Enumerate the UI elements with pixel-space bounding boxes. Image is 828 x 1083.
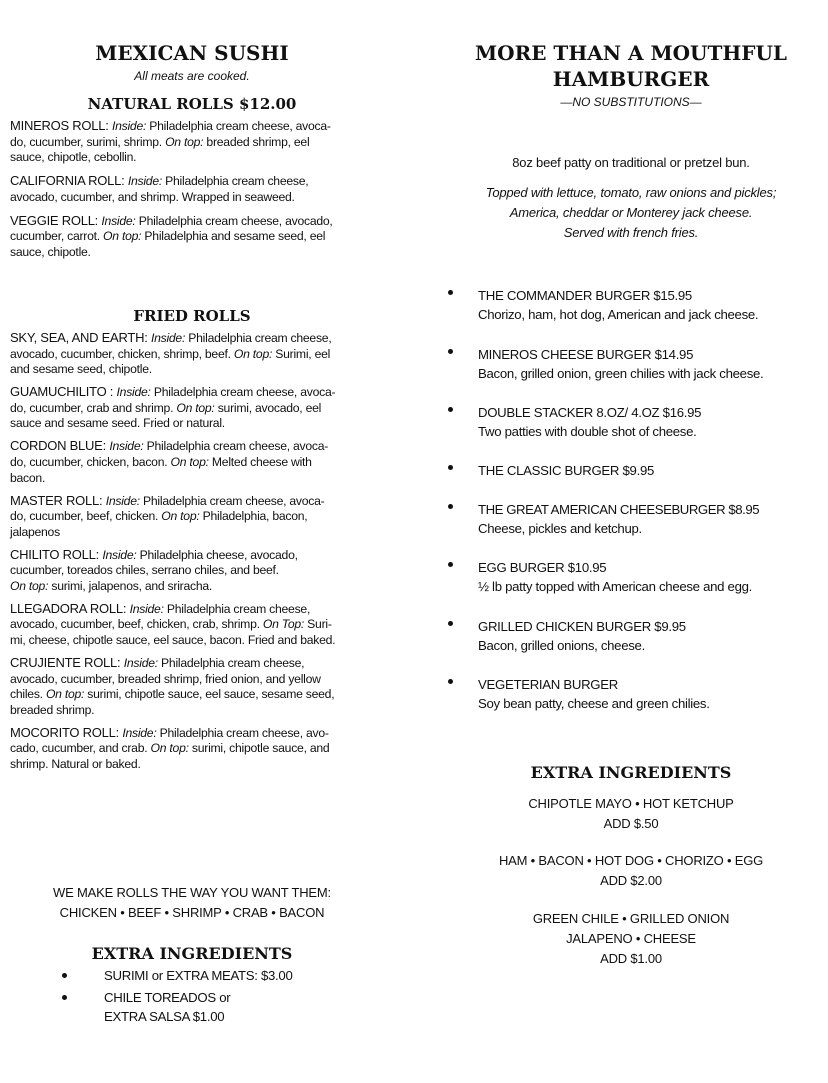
roll-name: MASTER ROLL:: [10, 492, 106, 508]
bullet-icon: [448, 349, 453, 354]
roll-text: do, cucumber, chicken, bacon.: [10, 454, 171, 469]
roll-text: breaded shrimp, eel: [203, 134, 310, 149]
roll-text: Philadelphia cream cheese,: [162, 174, 309, 189]
roll-name: MINEROS ROLL:: [10, 118, 112, 133]
roll-text: surimi, chipotle sauce, and: [188, 741, 330, 756]
list-item: [446, 617, 816, 655]
roll-text: surimi, chipotle sauce, eel sauce, sesame seed,: [84, 687, 335, 702]
roll-name: CHILITO ROLL:: [10, 546, 103, 562]
roll-text: Philadelphia cream cheese, avocado,: [135, 213, 333, 228]
list-item: [446, 500, 816, 538]
bullet-icon: [448, 407, 453, 412]
roll-text: Surimi, eel: [272, 346, 331, 361]
roll-label: On top:: [10, 578, 49, 593]
bullet-icon: [448, 504, 453, 509]
roll-text: Philadelphia cream cheese, avoca-: [146, 119, 331, 133]
extra-group-line: JALAPENO • CHEESE: [566, 931, 696, 946]
extra-group-line: GREEN CHILE • GRILLED ONION: [532, 911, 730, 926]
list-item: [446, 675, 816, 713]
extra-group-price: ADD $.50: [603, 816, 659, 831]
roll-text: Melted cheese with: [208, 454, 312, 469]
list-item: [446, 286, 816, 324]
roll-item: [10, 118, 374, 166]
make-rolls-options: CHICKEN • BEEF • SHRIMP • CRAB • BACON: [59, 905, 325, 920]
roll-item: [10, 547, 374, 595]
roll-name: CALIFORNIA ROLL:: [10, 173, 128, 189]
roll-item: [10, 655, 374, 718]
roll-item: [10, 384, 374, 432]
roll-label: Inside:: [127, 174, 163, 189]
bullet-icon: [448, 621, 453, 626]
make-rolls-line: WE MAKE ROLLS THE WAY YOU WANT THEM:: [53, 885, 331, 900]
section-title-line2: HAMBURGER: [552, 67, 710, 91]
burger-name: THE COMMANDER BURGER $15.95: [478, 288, 692, 303]
roll-text: sauce and sesame seed. Fried or natural.: [10, 416, 225, 431]
fried-rolls-heading: FRIED ROLLS: [133, 307, 251, 325]
roll-name: LLEGADORA ROLL:: [10, 600, 130, 616]
bullet-icon: [448, 290, 453, 295]
burger-description: Bacon, grilled onion, green chilies with jack cheese.: [478, 366, 764, 381]
roll-label: Inside:: [122, 725, 157, 740]
topped-line: Topped with lettuce, tomato, raw onions and pickles;: [485, 185, 777, 200]
roll-text: do, cucumber, beef, chicken.: [10, 509, 162, 524]
roll-label: On top:: [176, 400, 215, 415]
roll-text: do, cucumber, crab and shrimp.: [10, 400, 177, 415]
roll-label: Inside:: [101, 213, 136, 228]
roll-text: Philadelphia cream cheese, avoca-: [143, 439, 329, 454]
roll-text: Philadelphia cream cheese, avoca-: [150, 385, 336, 400]
roll-text: avocado, cucumber, breaded shrimp, fried onion, and yellow: [10, 671, 321, 686]
burger-name: VEGETERIAN BURGER: [478, 677, 618, 692]
extra-line: SURIMI or EXTRA MEATS: $3.00: [104, 968, 293, 983]
extra-group-line: CHIPOTLE MAYO • HOT KETCHUP: [528, 796, 734, 811]
burger-description: Cheese, pickles and ketchup.: [478, 521, 642, 536]
burger-name: GRILLED CHICKEN BURGER $9.95: [478, 619, 686, 634]
list-item: [446, 461, 816, 480]
list-item: [104, 988, 230, 1026]
roll-item: [10, 438, 374, 486]
bullet-icon: [62, 973, 67, 978]
roll-name: CORDON BLUE:: [10, 438, 110, 454]
roll-text: chiles.: [10, 687, 46, 702]
roll-text: surimi, jalapenos, and sriracha.: [48, 578, 213, 593]
burger-name: MINEROS CHEESE BURGER $14.95: [478, 347, 694, 362]
roll-text: jalapenos: [10, 524, 60, 539]
roll-label: On top:: [165, 134, 204, 149]
roll-item: [10, 213, 374, 261]
roll-text: Philadelphia cream cheese,: [163, 601, 311, 616]
list-item: [446, 558, 816, 596]
burger-extra-heading: EXTRA INGREDIENTS: [530, 763, 732, 782]
roll-text: breaded shrimp.: [10, 702, 95, 717]
roll-text: Philadelphia cream cheese,: [157, 656, 305, 671]
meats-note: All meats are cooked.: [134, 69, 250, 83]
bullet-icon: [448, 679, 453, 684]
roll-text: Philadelphia cream cheese,: [185, 331, 332, 345]
natural-rolls-list: [10, 118, 374, 268]
burger-description: Bacon, grilled onions, cheese.: [478, 638, 645, 653]
roll-item: [10, 601, 374, 649]
roll-text: Suri-: [304, 617, 332, 632]
roll-text: shrimp. Natural or baked.: [10, 756, 141, 771]
bullet-icon: [448, 562, 453, 567]
roll-label: Inside:: [105, 493, 140, 508]
burger-description: Soy bean patty, cheese and green chilies.: [478, 696, 710, 711]
roll-text: Philadelphia cheese, avocado,: [136, 547, 298, 562]
roll-name: CRUJIENTE ROLL:: [10, 655, 124, 671]
roll-text: avocado, cucumber, beef, chicken, crab, shrimp.: [10, 617, 263, 632]
roll-text: cucumber, toreados chiles, serrano chiles, and beef.: [10, 563, 279, 578]
roll-text: and sesame seed, chipotle.: [10, 362, 152, 377]
roll-label: Inside:: [102, 547, 137, 562]
roll-text: mi, cheese, chipotle sauce, eel sauce, bacon. Fried and baked.: [10, 633, 336, 648]
roll-label: Inside:: [123, 656, 158, 671]
roll-label: Inside:: [116, 385, 151, 400]
roll-label: On top:: [161, 509, 200, 524]
roll-label: Inside:: [129, 601, 164, 616]
burger-name: EGG BURGER $10.95: [478, 560, 607, 575]
fried-rolls-list: [10, 330, 374, 779]
roll-label: Inside:: [111, 119, 147, 133]
extra-line: CHILE TOREADOS or: [104, 990, 231, 1005]
list-item: [104, 966, 293, 985]
list-item: [446, 403, 816, 441]
roll-label: On top:: [150, 741, 189, 756]
roll-item: [10, 725, 374, 773]
burger-name: THE CLASSIC BURGER $9.95: [478, 463, 655, 478]
bullet-icon: [62, 995, 67, 1000]
roll-label: Inside:: [109, 439, 144, 454]
roll-text: Philadelphia, bacon,: [199, 509, 308, 524]
extra-group-price: ADD $1.00: [600, 951, 662, 966]
burger-description: Two patties with double shot of cheese.: [478, 424, 697, 439]
roll-label: On top:: [233, 346, 273, 361]
no-substitutions-note: —NO SUBSTITUTIONS—: [560, 95, 702, 109]
extra-group-price: ADD $2.00: [600, 873, 662, 888]
patty-description: 8oz beef patty on traditional or pretzel bun.: [512, 155, 750, 170]
section-title-line1: MORE THAN A MOUTHFUL: [475, 41, 787, 65]
list-item: [446, 345, 816, 383]
roll-name: SKY, SEA, AND EARTH:: [10, 330, 151, 345]
roll-text: Philadelphia cream cheese, avoca-: [139, 493, 325, 508]
roll-name: GUAMUCHILITO :: [10, 384, 117, 400]
roll-label: On top:: [103, 229, 142, 244]
extra-line: EXTRA SALSA $1.00: [104, 1009, 225, 1024]
extra-group-line: HAM • BACON • HOT DOG • CHORIZO • EGG: [498, 853, 764, 868]
roll-text: surimi, avocado, eel: [214, 400, 322, 415]
roll-label: Inside:: [150, 331, 186, 345]
natural-rolls-heading: NATURAL ROLLS $12.00: [87, 95, 297, 113]
roll-label: On Top:: [262, 617, 305, 632]
roll-text: bacon.: [10, 470, 46, 485]
roll-text: sauce, chipotle, cebollin.: [10, 150, 137, 165]
topped-line: America, cheddar or Monterey jack cheese.: [509, 205, 753, 220]
burger-name: DOUBLE STACKER 8.OZ/ 4.OZ $16.95: [478, 405, 702, 420]
roll-item: [10, 173, 374, 205]
roll-text: cado, cucumber, and crab.: [10, 741, 151, 756]
section-title: MEXICAN SUSHI: [95, 41, 289, 65]
roll-text: sauce, chipotle.: [10, 244, 91, 259]
roll-label: On top:: [45, 687, 85, 702]
topped-line: Served with french fries.: [563, 225, 699, 240]
burger-description: ½ lb patty topped with American cheese and egg.: [478, 579, 753, 594]
roll-text: Philadelphia and sesame seed, eel: [141, 229, 326, 244]
roll-text: avocado, cucumber, and shrimp. Wrapped in seaweed.: [10, 189, 295, 204]
sushi-extra-heading: EXTRA INGREDIENTS: [91, 944, 293, 963]
roll-text: do, cucumber, surimi, shrimp.: [10, 134, 166, 149]
roll-item: [10, 493, 374, 541]
burger-name: THE GREAT AMERICAN CHEESEBURGER $8.95: [478, 502, 760, 517]
roll-item: [10, 330, 374, 378]
roll-name: MOCORITO ROLL:: [10, 724, 123, 740]
roll-name: VEGGIE ROLL:: [10, 212, 102, 228]
bullet-icon: [448, 465, 453, 470]
roll-text: Philadelphia cream cheese, avo-: [156, 725, 329, 740]
burger-description: Chorizo, ham, hot dog, American and jack cheese.: [478, 307, 759, 322]
roll-text: cucumber, carrot.: [10, 229, 104, 244]
roll-label: On top:: [170, 454, 209, 469]
roll-text: avocado, cucumber, chicken, shrimp, beef.: [10, 346, 234, 361]
